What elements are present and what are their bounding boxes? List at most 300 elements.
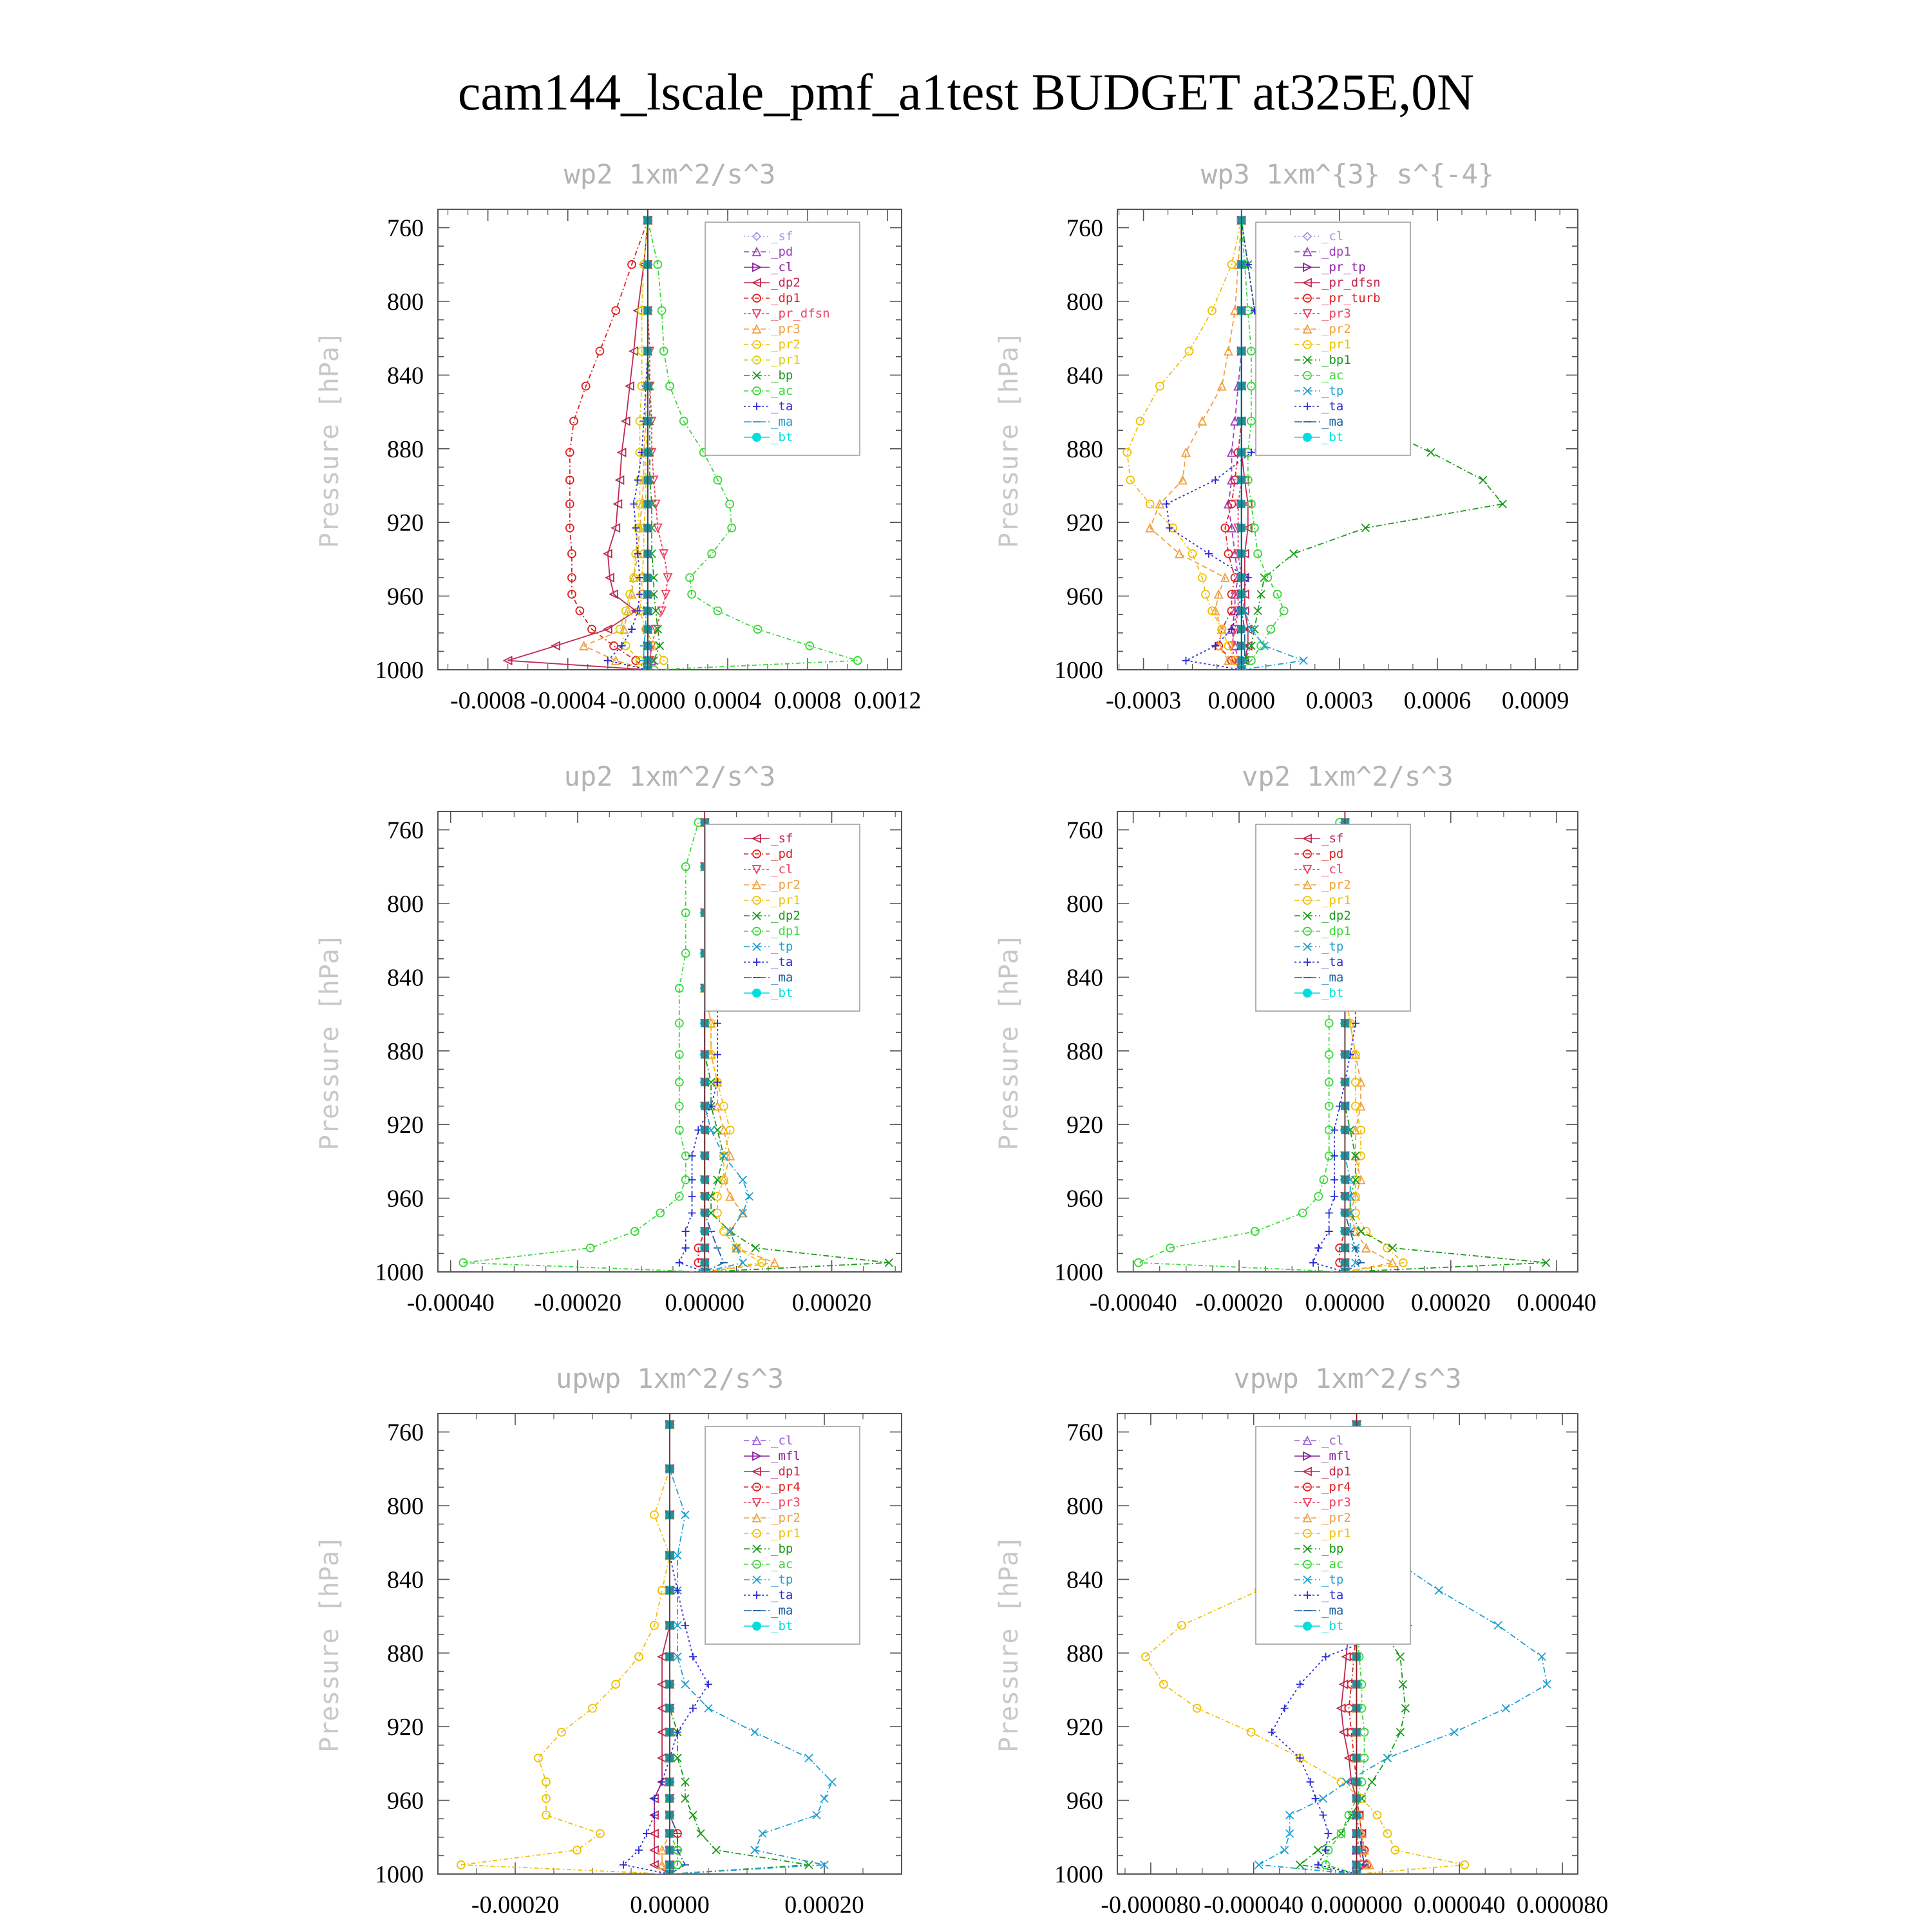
legend-label: _tp (771, 940, 793, 954)
data-point (1368, 1778, 1376, 1786)
data-point (1320, 1811, 1327, 1819)
data-point (1299, 1209, 1307, 1217)
chart-panel-vp2 (994, 761, 1596, 1316)
y-tick-label: 960 (1066, 1787, 1103, 1815)
legend-label: _ac (1321, 368, 1344, 383)
zero-marker (666, 1421, 674, 1428)
legend-label: _pr3 (1321, 1495, 1351, 1510)
data-point (1325, 1227, 1333, 1235)
y-tick-label: 760 (1066, 1419, 1103, 1446)
data-point (720, 1227, 728, 1235)
zero-marker (666, 1861, 674, 1869)
zero-marker (1238, 666, 1245, 674)
legend-label: _sf (771, 831, 793, 846)
y-tick-label: 840 (387, 1566, 424, 1594)
y-tick-label: 920 (387, 509, 424, 537)
y-tick-label: 760 (387, 817, 424, 844)
data-point (589, 1705, 596, 1712)
legend-label: _pr3 (771, 1495, 800, 1510)
legend-label: _pr2 (771, 1511, 800, 1525)
y-tick-label: 800 (1066, 1493, 1103, 1520)
zero-marker (644, 657, 652, 665)
legend-label: _ta (771, 1588, 793, 1602)
data-point (1267, 625, 1274, 633)
data-point (1450, 1728, 1458, 1736)
legend-label: _pr2 (1321, 1511, 1351, 1525)
y-axis-label: Pressure [hPa] (994, 1535, 1024, 1753)
zero-marker (1341, 1152, 1349, 1160)
data-point (1186, 347, 1193, 355)
zero-marker (1238, 642, 1245, 650)
zero-marker (1341, 1193, 1349, 1200)
x-tick-label: -0.000040 (1204, 1891, 1304, 1918)
zero-marker (1238, 216, 1245, 224)
x-tick-label: 0.00020 (784, 1891, 864, 1918)
legend-label: _pr2 (771, 337, 800, 352)
x-tick-label: 0.00020 (1411, 1289, 1491, 1316)
zero-marker (644, 607, 652, 614)
data-point (681, 1680, 689, 1688)
data-point (739, 1259, 746, 1267)
legend-label: _dp1 (1321, 924, 1351, 938)
chart-panel-vpwp (994, 1363, 1608, 1918)
zero-marker (1238, 550, 1245, 558)
data-point (1388, 1244, 1396, 1252)
legend-label: _cl (1321, 862, 1344, 876)
legend-label: _bp1 (1321, 353, 1351, 367)
legend-label: _ac (771, 1557, 793, 1571)
zero-marker (1238, 476, 1245, 484)
y-tick-label: 760 (1066, 214, 1103, 242)
data-point (1314, 1846, 1322, 1854)
zero-marker (1238, 607, 1245, 614)
y-tick-label: 960 (387, 1185, 424, 1213)
legend-label: _bt (1321, 1619, 1344, 1633)
data-point (682, 1227, 690, 1235)
data-point (1290, 550, 1298, 558)
y-tick-label: 840 (387, 964, 424, 992)
legend-label: _pr1 (771, 353, 800, 367)
y-tick-label: 800 (387, 891, 424, 918)
y-tick-label: 920 (1066, 509, 1103, 537)
y-tick-label: 1000 (375, 1861, 424, 1888)
legend-label: _pd (1321, 847, 1344, 861)
legend-marker (752, 989, 761, 998)
legend-label: _pr1 (771, 893, 800, 907)
y-tick-label: 800 (387, 1493, 424, 1520)
zero-marker (1352, 1811, 1360, 1819)
legend-label: _ta (1321, 399, 1344, 413)
legend (705, 824, 860, 1011)
zero-marker (1352, 1705, 1360, 1712)
y-tick-label: 960 (387, 1787, 424, 1815)
y-tick-label: 760 (387, 1419, 424, 1446)
legend-label: _pr2 (771, 878, 800, 892)
legend-label: _bt (771, 430, 793, 444)
zero-marker (1238, 574, 1245, 582)
data-point (828, 1778, 836, 1786)
series-line-pr2 (1150, 220, 1242, 670)
data-point (1224, 347, 1232, 355)
zero-marker (644, 524, 652, 532)
zero-marker (1238, 383, 1245, 390)
data-point (689, 1653, 697, 1661)
legend-label: _pr3 (771, 322, 800, 336)
y-tick-label: 1000 (1054, 1259, 1103, 1286)
legend-label: _bt (1321, 986, 1344, 1000)
data-point (689, 1811, 697, 1819)
data-point (688, 1176, 696, 1184)
legend-label: _pr1 (1321, 337, 1351, 352)
legend-label: _dp2 (1321, 909, 1351, 923)
zero-marker (1238, 524, 1245, 532)
x-tick-label: 0.0006 (1403, 687, 1472, 714)
zero-marker (666, 1653, 674, 1661)
x-tick-label: 0.000080 (1516, 1891, 1609, 1918)
legend-label: _ma (1321, 971, 1344, 985)
zero-marker (644, 625, 652, 633)
data-point (1373, 1811, 1381, 1819)
zero-marker (666, 1811, 674, 1819)
data-point (635, 1653, 643, 1661)
panel-title: vp2 1xm^2/s^3 (1242, 761, 1454, 792)
legend-label: _dp1 (1321, 1464, 1351, 1479)
zero-marker (666, 1511, 674, 1519)
zero-marker (1238, 449, 1245, 457)
y-axis-label: Pressure [hPa] (315, 1535, 345, 1753)
data-point (697, 1830, 705, 1837)
legend-label: _dp2 (771, 276, 800, 290)
zero-marker (1341, 1126, 1349, 1134)
legend (705, 222, 860, 455)
legend-label: _cl (771, 862, 793, 876)
data-point (1479, 476, 1487, 484)
data-point (1211, 476, 1219, 484)
x-tick-label: -0.0008 (450, 687, 526, 714)
x-tick-label: 0.0004 (694, 687, 762, 714)
zero-marker (1341, 1244, 1349, 1252)
zero-marker (1341, 1078, 1349, 1086)
data-point (1135, 1259, 1142, 1267)
zero-marker (644, 550, 652, 558)
legend-label: _pd (771, 847, 793, 861)
data-point (535, 1754, 542, 1762)
legend-label: _bp (1321, 1542, 1344, 1556)
zero-marker (666, 1754, 674, 1762)
legend-label: _ac (1321, 1557, 1344, 1571)
series-line-pr1 (1127, 220, 1242, 670)
chart-panel-wp3 (994, 158, 1578, 714)
data-point (813, 1811, 820, 1819)
data-point (1502, 1705, 1510, 1712)
legend-label: _pr_dfsn (771, 307, 830, 321)
panel-title: wp3 1xm^{3} s^{-4} (1200, 158, 1495, 190)
zero-marker (701, 1268, 708, 1276)
data-point (751, 1728, 759, 1736)
series-line-ta (623, 1425, 708, 1874)
zero-marker (644, 417, 652, 425)
legend (1256, 222, 1410, 455)
x-tick-label: -0.00020 (1195, 1289, 1283, 1316)
zero-marker (1341, 1209, 1349, 1217)
x-tick-label: 0.00000 (630, 1891, 710, 1918)
legend-label: _bp (771, 1542, 793, 1556)
y-tick-label: 1000 (375, 1259, 424, 1286)
zero-marker (644, 574, 652, 582)
chart-panel-upwp (315, 1363, 902, 1918)
legend-label: _tp (1321, 940, 1344, 954)
zero-marker (1238, 625, 1245, 633)
data-point (688, 1209, 696, 1217)
legend-marker (1303, 1622, 1312, 1631)
zero-marker (1341, 1268, 1349, 1276)
zero-marker (644, 666, 652, 674)
x-tick-label: 0.000040 (1414, 1891, 1506, 1918)
zero-marker (644, 642, 652, 650)
zero-marker (666, 1778, 674, 1786)
data-point (1325, 1830, 1332, 1837)
y-axis-label: Pressure [hPa] (994, 933, 1024, 1151)
legend-label: _cl (1321, 1434, 1344, 1448)
zero-marker (666, 1622, 674, 1629)
y-tick-label: 920 (1066, 1112, 1103, 1139)
data-point (1309, 1259, 1317, 1267)
zero-marker (644, 383, 652, 390)
zero-marker (1238, 347, 1245, 355)
legend-label: _pr1 (771, 1526, 800, 1540)
data-point (1322, 1846, 1330, 1854)
legend-label: _pr3 (1321, 307, 1351, 321)
zero-marker (644, 216, 652, 224)
legend-label: _dp2 (771, 909, 800, 923)
series-line-ac (670, 1425, 677, 1874)
data-point (739, 1176, 746, 1184)
legend-label: _ma (771, 415, 793, 429)
y-tick-label: 880 (1066, 1037, 1103, 1065)
panel-title: vpwp 1xm^2/s^3 (1233, 1363, 1462, 1394)
legend-marker (752, 1622, 761, 1631)
data-point (1296, 1680, 1304, 1688)
legend-label: _ma (771, 971, 793, 985)
data-point (1146, 500, 1154, 508)
data-point (820, 1795, 828, 1803)
y-axis-label: Pressure [hPa] (315, 330, 345, 549)
legend-label: _bt (771, 1619, 793, 1633)
legend-label: _sf (771, 229, 793, 243)
data-point (1205, 550, 1213, 558)
y-tick-label: 920 (387, 1112, 424, 1139)
zero-marker (701, 1176, 708, 1184)
y-tick-label: 880 (387, 435, 424, 463)
series-line-dp1 (570, 220, 648, 670)
legend-label: _ta (771, 955, 793, 969)
legend-label: _tp (1321, 1573, 1344, 1587)
data-point (542, 1811, 550, 1819)
data-point (688, 1152, 696, 1160)
legend-label: _dp1 (771, 924, 800, 938)
zero-marker (644, 476, 652, 484)
series-line-pr_dfsn (648, 220, 668, 670)
legend-label: _mfl (1321, 1449, 1351, 1463)
series-line-pr1 (461, 1425, 670, 1874)
data-point (1189, 550, 1197, 558)
data-point (656, 1209, 664, 1217)
zero-marker (1238, 591, 1245, 598)
data-point (1383, 1754, 1391, 1762)
zero-marker (666, 1870, 674, 1878)
zero-marker (1341, 1176, 1349, 1184)
zero-marker (666, 1705, 674, 1712)
y-tick-label: 920 (387, 1714, 424, 1741)
zero-marker (1352, 1870, 1360, 1878)
data-point (1396, 1728, 1404, 1736)
legend-label: _pr_turb (1321, 291, 1381, 305)
zero-marker (1352, 1653, 1360, 1661)
y-tick-label: 880 (387, 1037, 424, 1065)
y-tick-label: 760 (1066, 817, 1103, 844)
zero-marker (701, 1078, 708, 1086)
y-tick-label: 880 (1066, 1640, 1103, 1667)
x-tick-label: -0.0000 (610, 687, 686, 714)
data-point (1247, 1728, 1255, 1736)
zero-marker (644, 261, 652, 269)
zero-marker (666, 1680, 674, 1688)
data-point (708, 550, 715, 558)
x-tick-label: -0.00040 (406, 1289, 495, 1316)
data-point (1427, 449, 1435, 457)
legend-label: _ma (1321, 1604, 1344, 1618)
zero-marker (1352, 1680, 1360, 1688)
legend-label: _pr1 (1321, 893, 1351, 907)
legend-label: _pr4 (1321, 1480, 1351, 1494)
data-point (628, 625, 636, 633)
data-point (705, 1705, 712, 1712)
legend-label: _ta (1321, 955, 1344, 969)
zero-marker (701, 1126, 708, 1134)
zero-marker (666, 1551, 674, 1559)
legend-label: _pr1 (1321, 1526, 1351, 1540)
zero-marker (666, 1846, 674, 1854)
data-point (712, 1846, 720, 1854)
data-point (1281, 1846, 1289, 1854)
zero-marker (1341, 1259, 1349, 1267)
y-tick-label: 840 (1066, 1566, 1103, 1594)
data-point (1300, 657, 1307, 665)
data-point (1198, 417, 1206, 425)
series-line-bp (648, 220, 660, 670)
data-point (610, 642, 618, 650)
zero-marker (1341, 1051, 1349, 1059)
data-point (714, 1126, 721, 1134)
legend-label: _dp1 (771, 1464, 800, 1479)
chart-panel-wp2 (315, 158, 922, 714)
zero-marker (1352, 1846, 1360, 1854)
legend-label: _ta (1321, 1588, 1344, 1602)
y-tick-label: 840 (1066, 362, 1103, 390)
zero-marker (701, 1244, 708, 1252)
legend-label: _mfl (771, 1449, 800, 1463)
zero-marker (701, 1227, 708, 1235)
data-point (643, 1830, 650, 1837)
zero-marker (1341, 1019, 1349, 1027)
legend-label: _ta (771, 399, 793, 413)
x-tick-label: 0.0008 (773, 687, 842, 714)
x-tick-label: -0.0004 (530, 687, 606, 714)
zero-marker (1238, 417, 1245, 425)
data-point (688, 1193, 696, 1200)
legend-label: _dp1 (771, 291, 800, 305)
legend-label: _cl (771, 1434, 793, 1448)
x-tick-label: 0.0009 (1501, 687, 1569, 714)
zero-marker (666, 1587, 674, 1595)
data-point (1281, 1705, 1289, 1712)
zero-marker (1352, 1830, 1360, 1837)
data-point (1314, 1244, 1322, 1252)
data-point (604, 657, 612, 665)
data-point (689, 1705, 697, 1712)
data-point (805, 1754, 813, 1762)
data-point (1166, 524, 1173, 532)
zero-marker (666, 1795, 674, 1803)
series-line-dp2 (508, 220, 648, 670)
zero-marker (644, 500, 652, 508)
legend-label: _ma (771, 1604, 793, 1618)
data-point (745, 1193, 753, 1200)
series-line-pd (698, 822, 705, 1272)
legend-label: _bp (771, 368, 793, 383)
x-tick-label: -0.00040 (1089, 1289, 1177, 1316)
y-tick-label: 800 (1066, 891, 1103, 918)
zero-marker (1341, 1227, 1349, 1235)
legend-label: _sf (1321, 831, 1344, 846)
zero-marker (1352, 1861, 1360, 1869)
series-line-dp1 (654, 1425, 670, 1874)
zero-marker (701, 1019, 708, 1027)
data-point (1255, 1861, 1263, 1869)
zero-marker (1352, 1795, 1360, 1803)
panel-title: wp2 1xm^2/s^3 (564, 158, 776, 190)
data-point (1320, 1795, 1327, 1803)
panel-title: up2 1xm^2/s^3 (564, 761, 776, 792)
y-tick-label: 960 (1066, 583, 1103, 611)
zero-marker (666, 1465, 674, 1473)
legend (705, 1426, 860, 1644)
zero-marker (701, 1209, 708, 1217)
legend-label: _cl (1321, 229, 1344, 243)
y-axis-label: Pressure [hPa] (315, 933, 345, 1151)
y-axis-label: Pressure [hPa] (994, 330, 1024, 549)
data-point (1331, 1193, 1338, 1200)
y-tick-label: 840 (1066, 964, 1103, 992)
data-point (705, 1680, 712, 1688)
data-point (1182, 657, 1189, 665)
zero-marker (701, 1259, 708, 1267)
zero-marker (666, 1830, 674, 1837)
data-point (681, 1622, 689, 1629)
series-line-pr4 (670, 1425, 677, 1874)
legend-label: _cl (771, 260, 793, 274)
y-tick-label: 840 (387, 362, 424, 390)
legend-label: _tp (771, 1573, 793, 1587)
data-point (1322, 1653, 1330, 1661)
y-tick-label: 800 (387, 289, 424, 316)
x-tick-label: -0.00020 (471, 1891, 560, 1918)
y-tick-label: 880 (1066, 435, 1103, 463)
legend-label: _pr_tp (1321, 260, 1366, 274)
legend-marker (1303, 433, 1312, 442)
data-point (1307, 1778, 1314, 1786)
legend-label: _pr2 (1321, 322, 1351, 336)
